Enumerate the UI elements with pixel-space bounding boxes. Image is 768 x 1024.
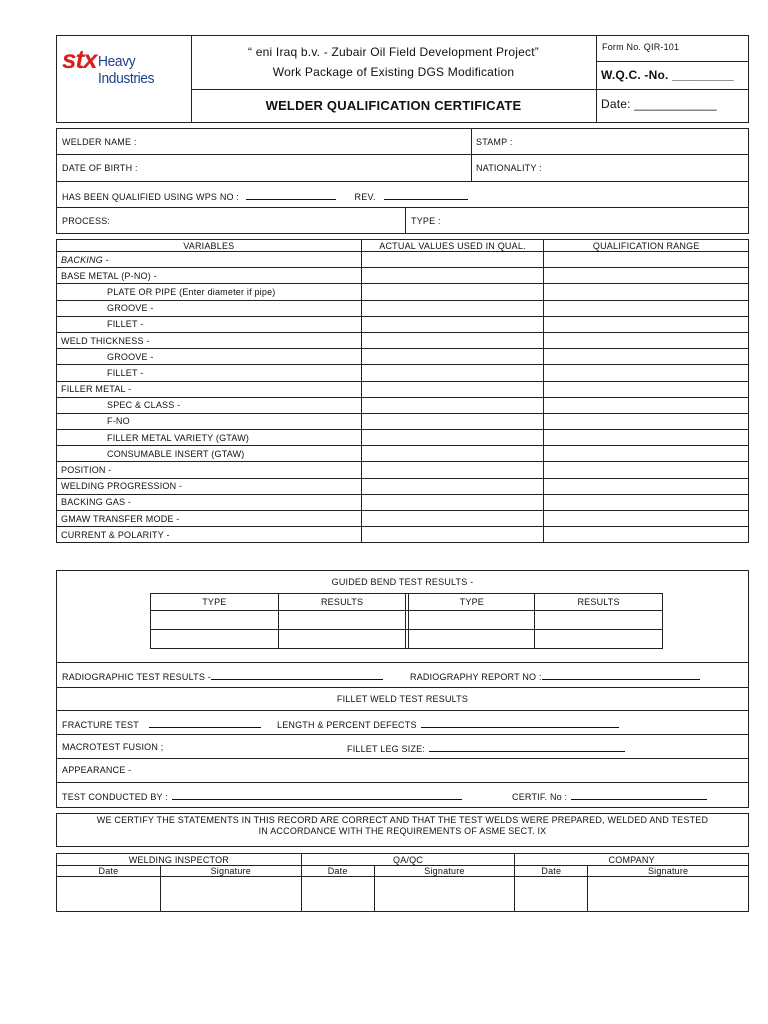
actual-value-cell[interactable] [361,446,544,462]
bend-cell[interactable] [278,630,406,649]
actual-values-header: ACTUAL VALUES USED IN QUAL. [361,240,544,252]
bend-type-header-2: TYPE [409,594,535,611]
welding-inspector-header: WELDING INSPECTOR [57,854,302,866]
actual-value-cell[interactable] [361,494,544,510]
radiographic-blank[interactable] [211,670,383,680]
wps-blank[interactable] [246,190,336,200]
radiographic-label: RADIOGRAPHIC TEST RESULTS - [62,672,211,682]
qualification-range-cell[interactable] [544,527,749,543]
variable-label: WELD THICKNESS - [57,332,362,348]
bend-test-table [150,593,663,649]
actual-value-cell[interactable] [361,397,544,413]
actual-value-cell[interactable] [361,268,544,284]
qa-qc-header: QA/QC [301,854,515,866]
qualification-range-cell[interactable] [544,252,749,268]
actual-value-cell[interactable] [361,365,544,381]
variable-label: FILLET - [57,365,362,381]
inspector-date-header: Date [57,866,161,877]
qaqc-signature-header: Signature [374,866,515,877]
actual-value-cell[interactable] [361,462,544,478]
variable-label: CURRENT & POLARITY - [57,527,362,543]
bend-cell[interactable] [409,611,535,630]
length-defects-blank[interactable] [421,718,619,728]
bend-cell[interactable] [151,630,279,649]
qualification-range-cell[interactable] [544,332,749,348]
logo-text: Heavy Industries [98,53,155,87]
qualification-range-cell[interactable] [544,462,749,478]
variable-label: CONSUMABLE INSERT (GTAW) [57,446,362,462]
actual-value-cell[interactable] [361,511,544,527]
welder-col-line-2 [405,207,406,234]
actual-value-cell[interactable] [361,349,544,365]
welder-col-line-1 [471,128,472,181]
bend-type-header-1: TYPE [151,594,279,611]
variable-row [57,381,749,397]
variable-row [57,300,749,316]
qualification-range-cell[interactable] [544,381,749,397]
bend-results-header-1: RESULTS [278,594,406,611]
welder-row-line-2 [56,181,749,182]
company-logo [60,44,190,87]
company-date-header: Date [515,866,588,877]
company-signature-header: Signature [588,866,749,877]
qualification-range-cell[interactable] [544,494,749,510]
actual-value-cell[interactable] [361,413,544,429]
stamp-field[interactable]: STAMP : [476,137,513,147]
variable-row [57,478,749,494]
header-divider-form [596,61,749,62]
date-of-birth-field[interactable]: DATE OF BIRTH : [62,163,138,173]
fracture-test-field[interactable] [62,718,261,730]
radiographic-results-field[interactable] [62,670,383,682]
company-signature-cell[interactable] [588,877,749,912]
qualification-range-cell[interactable] [544,284,749,300]
variable-row [57,413,749,429]
radiography-report-blank[interactable] [542,670,700,680]
fillet-leg-size-field[interactable] [347,742,625,754]
actual-value-cell[interactable] [361,316,544,332]
variable-label: SPEC & CLASS - [57,397,362,413]
actual-value-cell[interactable] [361,284,544,300]
radiography-report-label: RADIOGRAPHY REPORT NO : [410,672,542,682]
test-line-1 [56,662,749,663]
actual-value-cell[interactable] [361,252,544,268]
variable-label: GROOVE - [57,349,362,365]
date-field[interactable]: Date: ____________ [601,97,717,111]
inspector-signature-header: Signature [160,866,301,877]
fracture-blank[interactable] [149,718,261,728]
variable-label: BASE METAL (P-NO) - [57,268,362,284]
qualification-range-cell[interactable] [544,268,749,284]
qualification-range-cell[interactable] [544,365,749,381]
test-line-5 [56,758,749,759]
welder-row-line-1 [56,154,749,155]
variable-row [57,268,749,284]
variable-label: GROOVE - [57,300,362,316]
nationality-field[interactable]: NATIONALITY : [476,163,542,173]
rev-blank[interactable] [384,190,468,200]
variable-row [57,430,749,446]
variable-row [57,462,749,478]
certif-blank[interactable] [571,790,707,800]
company-date-cell[interactable] [515,877,588,912]
qaqc-signature-cell[interactable] [374,877,515,912]
fillet-leg-label: FILLET LEG SIZE: [347,744,426,754]
bend-cell[interactable] [535,630,663,649]
qualification-range-cell[interactable] [544,511,749,527]
form-number: Form No. QIR-101 [602,42,680,52]
company-header: COMPANY [515,854,749,866]
fillet-leg-blank[interactable] [429,742,625,752]
qaqc-date-cell[interactable] [301,877,374,912]
certification-line-2: IN ACCORDANCE WITH THE REQUIREMENTS OF ASME SECT. IX [258,826,547,836]
conducted-blank[interactable] [172,790,462,800]
bend-cell[interactable] [409,630,535,649]
test-line-3 [56,710,749,711]
header-divider-right [596,35,597,123]
actual-value-cell[interactable] [361,332,544,348]
wqc-number-field[interactable]: W.Q.C. -No. _________ [601,68,734,82]
certif-label: CERTIF. No : [512,792,568,802]
variable-row [57,511,749,527]
variables-header: VARIABLES [57,240,362,252]
variable-row [57,397,749,413]
certification-line-1: WE CERTIFY THE STATEMENTS IN THIS RECORD ARE CORRECT AND THAT THE TEST WELDS WERE PREPARED, WELDED AND TESTED [96,815,709,825]
bend-cell[interactable] [278,611,406,630]
variable-label: PLATE OR PIPE (Enter diameter if pipe) [57,284,362,300]
variable-label: BACKING - [57,252,362,268]
variable-row [57,349,749,365]
bend-test-title: GUIDED BEND TEST RESULTS - [331,577,474,587]
actual-value-cell[interactable] [361,381,544,397]
qualification-range-cell[interactable] [544,397,749,413]
qaqc-date-header: Date [301,866,374,877]
variable-row [57,332,749,348]
variable-row [57,494,749,510]
variable-label: FILLET - [57,316,362,332]
test-line-4 [56,734,749,735]
variable-label: WELDING PROGRESSION - [57,478,362,494]
qualification-range-cell[interactable] [544,478,749,494]
signoff-table [56,853,749,912]
inspector-date-cell[interactable] [57,877,161,912]
qualification-range-cell[interactable] [544,300,749,316]
variable-label: F-NO [57,413,362,429]
actual-value-cell[interactable] [361,478,544,494]
page-title: WELDER QUALIFICATION CERTIFICATE [265,98,522,113]
bend-results-header-2: RESULTS [535,594,663,611]
inspector-signature-cell[interactable] [160,877,301,912]
fillet-weld-title: FILLET WELD TEST RESULTS [336,694,469,704]
test-line-6 [56,782,749,783]
macrotest-fusion-field[interactable]: MACROTEST FUSION ; [62,742,164,752]
variable-row [57,252,749,268]
variable-row [57,527,749,543]
actual-value-cell[interactable] [361,527,544,543]
variable-label: BACKING GAS - [57,494,362,510]
actual-value-cell[interactable] [361,300,544,316]
qualification-range-cell[interactable] [544,446,749,462]
qualification-range-header: QUALIFICATION RANGE [544,240,749,252]
variable-label: GMAW TRANSFER MODE - [57,511,362,527]
conducted-label: TEST CONDUCTED BY : [62,792,168,802]
wps-number-field[interactable] [62,190,468,202]
variable-row [57,316,749,332]
project-line-2: Work Package of Existing DGS Modification [272,65,515,79]
certif-number-field[interactable] [512,790,707,802]
length-defects-field[interactable] [277,718,619,730]
variable-row [57,446,749,462]
variable-row [57,365,749,381]
type-field[interactable]: TYPE : [411,216,441,226]
wps-label: HAS BEEN QUALIFIED USING WPS NO : [62,192,240,202]
rev-label: REV. [354,192,376,202]
appearance-field[interactable]: APPEARANCE - [62,765,132,775]
variable-label: POSITION - [57,462,362,478]
logo-mark: stx [62,44,97,74]
welder-row-line-3 [56,207,749,208]
variable-label: FILLER METAL - [57,381,362,397]
welder-name-field[interactable]: WELDER NAME : [62,137,137,147]
length-defects-label: LENGTH & PERCENT DEFECTS [277,720,417,730]
radiography-report-field[interactable] [410,670,700,682]
project-line-1: “ eni Iraq b.v. - Zubair Oil Field Development Project” [248,45,539,59]
variable-label: FILLER METAL VARIETY (GTAW) [57,430,362,446]
test-conducted-by-field[interactable] [62,790,462,802]
process-field[interactable]: PROCESS: [62,216,111,226]
qualification-range-cell[interactable] [544,349,749,365]
variable-row [57,284,749,300]
fracture-label: FRACTURE TEST [62,720,139,730]
bend-cell[interactable] [535,611,663,630]
variables-table [56,239,749,543]
test-line-2 [56,687,749,688]
actual-value-cell[interactable] [361,430,544,446]
qualification-range-cell[interactable] [544,413,749,429]
qualification-range-cell[interactable] [544,430,749,446]
bend-cell[interactable] [151,611,279,630]
header-divider-mid [191,89,749,90]
qualification-range-cell[interactable] [544,316,749,332]
